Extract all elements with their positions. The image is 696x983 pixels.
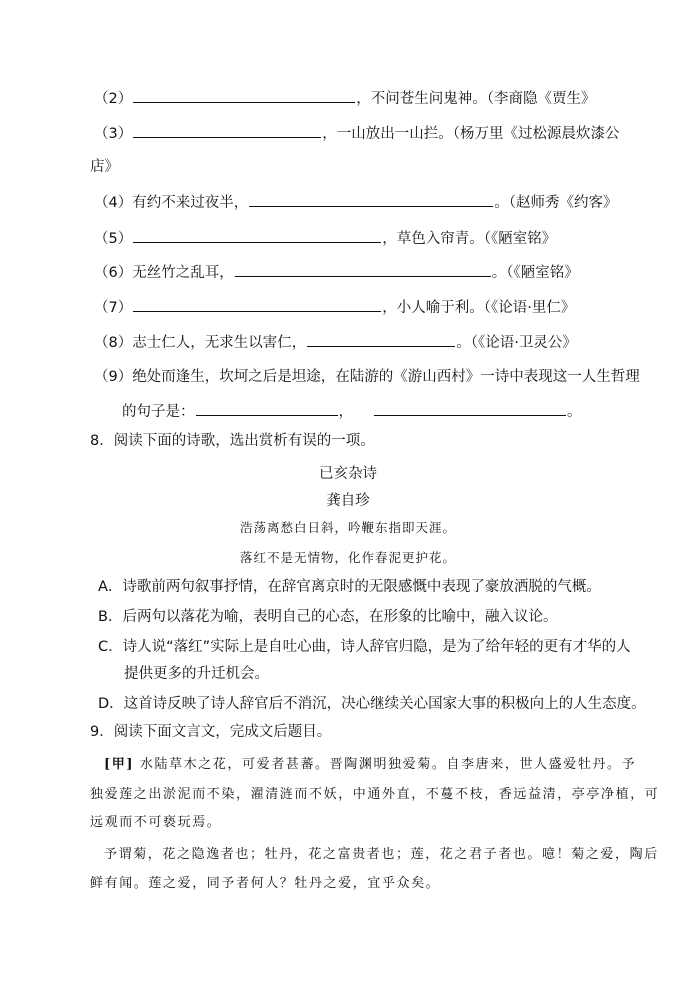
poem-line: 浩荡离愁白日斜，吟鞭东指即天涯。 <box>239 520 456 535</box>
item-number: （9） <box>94 369 133 385</box>
poem-author: 龚自珍 <box>326 493 370 509</box>
item-text: 有约不来过夜半， <box>132 195 249 211</box>
item-number: （5） <box>94 231 133 247</box>
item-text: ，草色入帘青。（《陋室铭》 <box>382 231 557 247</box>
option-c[interactable]: C．诗人说“落红”实际上是自吐心曲，诗人辞官归隐，是为了给年轻的更有才华的人 <box>98 639 631 655</box>
answer-blank[interactable] <box>235 262 491 277</box>
answer-blank[interactable] <box>133 88 355 103</box>
answer-blank[interactable] <box>133 297 381 312</box>
item-text: 。 <box>567 404 582 420</box>
item-text: 的句子是： <box>122 404 195 420</box>
answer-blank[interactable] <box>133 228 381 243</box>
fill-item-5 <box>94 228 556 249</box>
answer-blank[interactable] <box>249 192 493 207</box>
fill-item-4 <box>94 192 617 213</box>
fill-item-6 <box>94 262 579 283</box>
item-number: （2） <box>94 91 133 107</box>
answer-blank[interactable] <box>133 123 321 138</box>
item-text: 。（《陋室铭》 <box>491 265 579 281</box>
item-text: 。（赵师秀《约客》 <box>494 195 618 211</box>
passage-text: 水陆草木之花，可爱者甚蕃。晋陶渊明独爱菊。自李唐来，世人盛爱牡丹。予 <box>139 757 637 772</box>
item-number: （8） <box>94 335 133 351</box>
item-text: ， <box>338 404 353 420</box>
poem-line: 落红不是无情物，化作春泥更护花。 <box>239 550 456 565</box>
answer-blank[interactable] <box>307 332 455 347</box>
item-text: 。（《论语·卫灵公》 <box>456 335 577 351</box>
option-d[interactable]: D．这首诗反映了诗人辞官后不消沉，决心继续关心国家大事的积极向上的人生态度。 <box>98 696 646 712</box>
fill-item-2 <box>94 88 595 109</box>
option-b[interactable]: B．后两句以落花为喻，表明自己的心态，在形象的比喻中，融入议论。 <box>98 609 558 625</box>
question-9-stem: 9．阅读下面文言文，完成文后题目。 <box>90 724 332 740</box>
item-text: 志士仁人，无求生以害仁， <box>132 335 307 351</box>
classical-text-line: 予谓菊，花之隐逸者也；牡丹，花之富贵者也；莲，花之君子者也。噫！菊之爱，陶后 <box>104 847 659 862</box>
classical-text-line: 远观而不可亵玩焉。 <box>90 815 222 830</box>
option-c-continuation: 提供更多的升迁机会。 <box>124 666 269 682</box>
item-number: （3） <box>94 126 133 142</box>
classical-text-line: 鲜有闻。莲之爱，同予者何人？牡丹之爱，宜乎众矣。 <box>90 876 441 891</box>
item-number: （6） <box>94 265 133 281</box>
fill-item-9-answer <box>122 401 582 422</box>
item-text: ，一山放出一山拦。（杨万里《过松源晨炊漆公 <box>322 126 620 142</box>
fill-item-8 <box>94 332 577 353</box>
fill-item-3 <box>94 123 619 144</box>
item-text: 店》 <box>90 159 119 175</box>
item-3-continuation <box>90 157 119 177</box>
option-a[interactable]: A．诗歌前两句叙事抒情，在辞官离京时的无限感慨中表现了豪放洒脱的气概。 <box>98 579 601 595</box>
item-text: ，不问苍生问鬼神。（李商隐《贾生》 <box>356 91 596 107</box>
fill-item-7 <box>94 297 575 318</box>
classical-text-line <box>104 755 636 775</box>
item-text: ，小人喻于利。（《论语·里仁》 <box>382 300 576 316</box>
item-number: （4） <box>94 195 133 211</box>
item-text: 绝处而逢生，坎坷之后是坦途，在陆游的《游山西村》一诗中表现这一人生哲理 <box>132 369 640 385</box>
classical-text-line: 独爱莲之出淤泥而不染，濯清涟而不妖，中通外直，不蔓不枝，香远益清，亭亭净植，可 <box>90 787 660 802</box>
passage-tag: [甲] <box>104 757 135 772</box>
answer-blank[interactable] <box>374 401 566 416</box>
fill-item-9 <box>94 367 640 387</box>
question-8-stem: 8．阅读下面的诗歌，选出赏析有误的一项。 <box>90 433 375 449</box>
item-number: （7） <box>94 300 133 316</box>
answer-blank[interactable] <box>196 401 338 416</box>
item-text: 无丝竹之乱耳， <box>132 265 234 281</box>
poem-title: 已亥杂诗 <box>319 466 377 482</box>
